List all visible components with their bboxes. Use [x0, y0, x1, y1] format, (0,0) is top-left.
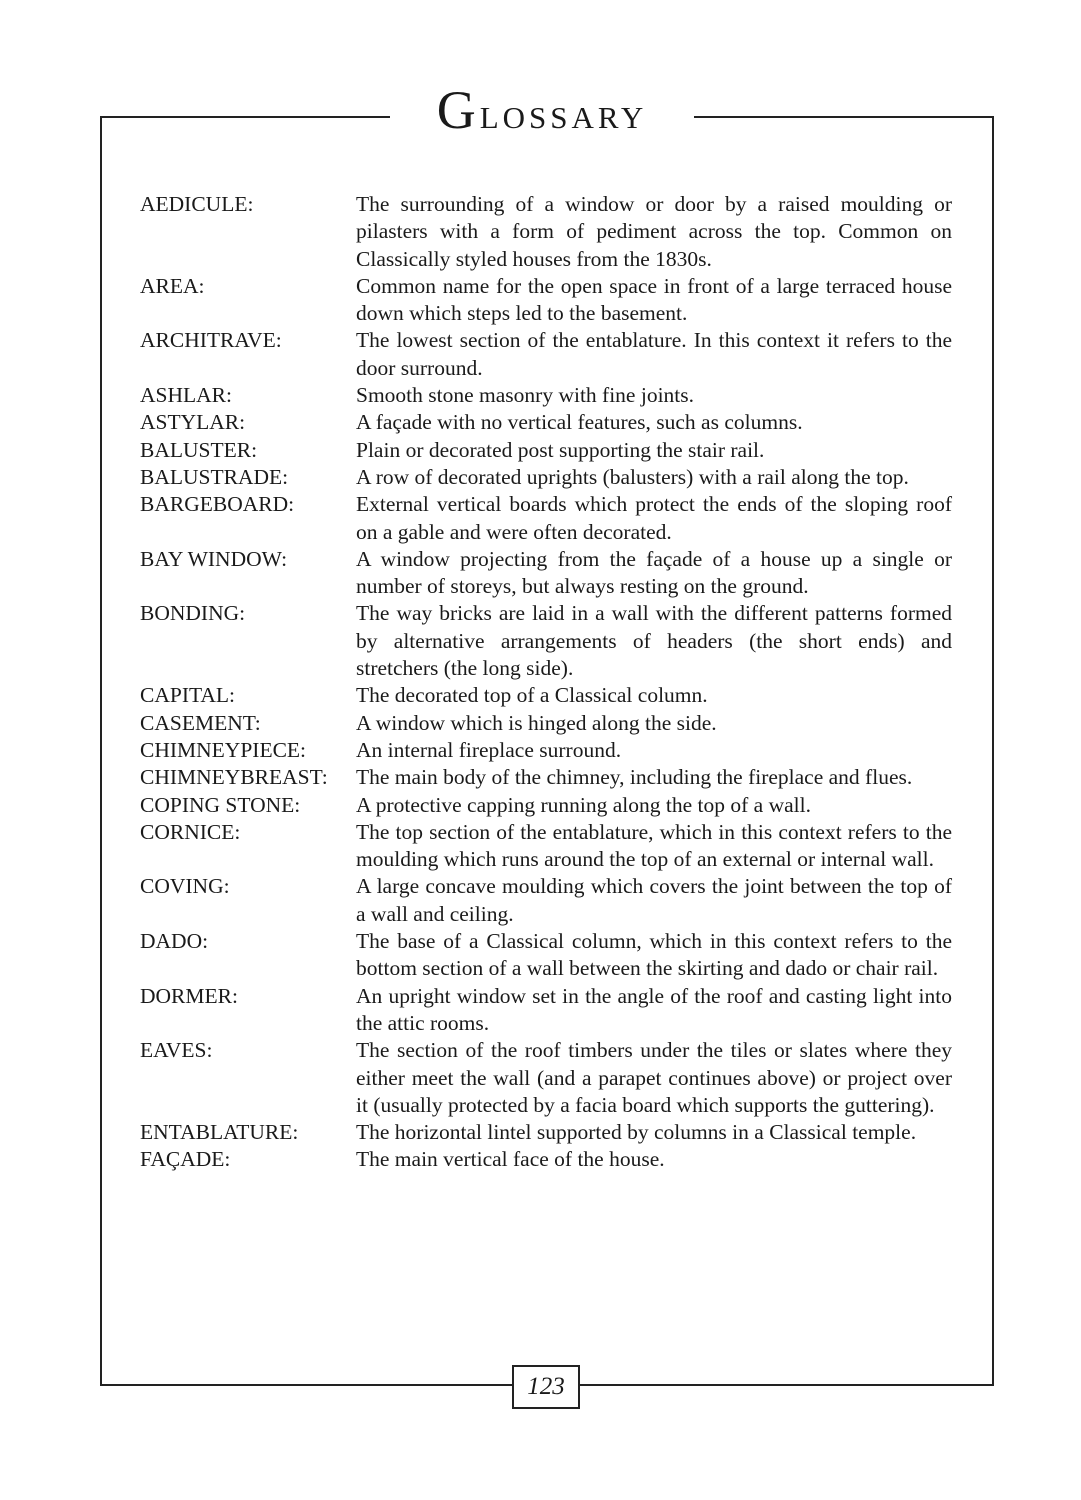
glossary-term: ARCHITRAVE: [140, 328, 282, 353]
glossary-list [140, 191, 952, 1174]
glossary-entry [140, 928, 952, 983]
glossary-term: COVING: [140, 874, 230, 899]
glossary-term: CHIMNEYPIECE: [140, 737, 307, 762]
glossary-entry [140, 983, 952, 1038]
glossary-definition: External vertical boards which protect the ends of the sloping roof on a gable and were often decorated. [356, 492, 952, 544]
glossary-term: AREA: [140, 273, 205, 298]
glossary-definition: Smooth stone masonry with fine joints. [356, 383, 695, 408]
glossary-definition: A façade with no vertical features, such as columns. [356, 410, 803, 435]
glossary-definition: Plain or decorated post supporting the stair rail. [356, 437, 765, 462]
glossary-term: ENTABLATURE: [140, 1120, 299, 1145]
glossary-entry [140, 491, 952, 546]
glossary-term: AEDICULE: [140, 192, 254, 216]
glossary-definition: The top section of the entablature, which in this context refers to the moulding which runs around the top of an external or internal wall. [356, 819, 952, 872]
glossary-entry [140, 327, 952, 382]
glossary-entry [140, 682, 952, 709]
glossary-definition: The horizontal lintel supported by columns in a Classical temple. [356, 1120, 917, 1145]
glossary-term: DORMER: [140, 983, 238, 1008]
title-initial: G [436, 80, 480, 140]
glossary-entry [140, 409, 952, 436]
glossary-term: COPING STONE: [140, 792, 301, 817]
glossary-definition: Common name for the open space in front of a large terraced house down which steps led to the basement. [356, 273, 952, 326]
glossary-term: ASTYLAR: [140, 410, 246, 435]
glossary-term: FAÇADE: [140, 1147, 231, 1172]
glossary-entry [140, 546, 952, 601]
glossary-term: BONDING: [140, 601, 246, 626]
glossary-definition: A row of decorated uprights (balusters) with a rail along the top. [356, 464, 909, 489]
glossary-entry [140, 792, 952, 819]
glossary-term: BAY WINDOW: [140, 546, 288, 571]
glossary-definition: The lowest section of the entablature. In this context it refers to the door surround. [356, 328, 952, 380]
glossary-definition: The section of the roof timbers under the tiles or slates where they either meet the wall (and a parapet continues above) or project over it (usually protected by a facia board which supports the guttering). [356, 1038, 952, 1117]
glossary-entry [140, 1037, 952, 1119]
glossary-definition: The way bricks are laid in a wall with the different patterns formed by alternative arrangements of headers (the short ends) and stretchers (the long side). [356, 601, 952, 681]
glossary-entry [140, 273, 952, 328]
glossary-term: CORNICE: [140, 819, 241, 844]
glossary-entry [140, 191, 952, 273]
glossary-entry [140, 600, 952, 682]
glossary-definition: The base of a Classical column, which in this context refers to the bottom section of a wall between the skirting and dado or chair rail. [356, 929, 952, 981]
glossary-entry [140, 873, 952, 928]
glossary-definition: An internal fireplace surround. [356, 737, 622, 762]
glossary-term: BARGEBOARD: [140, 492, 295, 517]
glossary-definition: The surrounding of a window or door by a raised moulding or pilasters with a form of pediment across the top. Common on Classically styled houses from the 1830s. [356, 192, 952, 271]
glossary-entry [140, 437, 952, 464]
glossary-term: BALUSTRADE: [140, 464, 289, 489]
glossary-entry [140, 382, 952, 409]
glossary-definition: A window which is hinged along the side. [356, 710, 717, 735]
glossary-definition: An upright window set in the angle of the roof and casting light into the attic rooms. [356, 983, 952, 1035]
glossary-entry [140, 819, 952, 874]
glossary-term: CHIMNEYBREAST: [140, 765, 328, 790]
glossary-entry [140, 1146, 952, 1173]
glossary-entry [140, 464, 952, 491]
glossary-entry [140, 1119, 952, 1146]
page-title [390, 80, 694, 144]
glossary-entry [140, 764, 952, 791]
glossary-term: CAPITAL: [140, 683, 236, 708]
glossary-term: BALUSTER: [140, 437, 258, 462]
glossary-term: CASEMENT: [140, 710, 261, 735]
glossary-term: EAVES: [140, 1038, 213, 1063]
glossary-definition: The main body of the chimney, including the fireplace and flues. [356, 765, 913, 790]
glossary-definition: A large concave moulding which covers the joint between the top of a wall and ceiling. [356, 874, 952, 926]
title-rest: lossary [479, 89, 648, 138]
glossary-entry [140, 710, 952, 737]
glossary-definition: The decorated top of a Classical column. [356, 683, 708, 708]
glossary-entry [140, 737, 952, 764]
glossary-definition: The main vertical face of the house. [356, 1147, 665, 1172]
glossary-term: ASHLAR: [140, 383, 232, 408]
glossary-term: DADO: [140, 929, 209, 954]
glossary-definition: A protective capping running along the top of a wall. [356, 792, 811, 817]
glossary-definition: A window projecting from the façade of a house up a single or number of storeys, but always resting on the ground. [356, 546, 952, 599]
page-number: 123 [512, 1365, 580, 1409]
